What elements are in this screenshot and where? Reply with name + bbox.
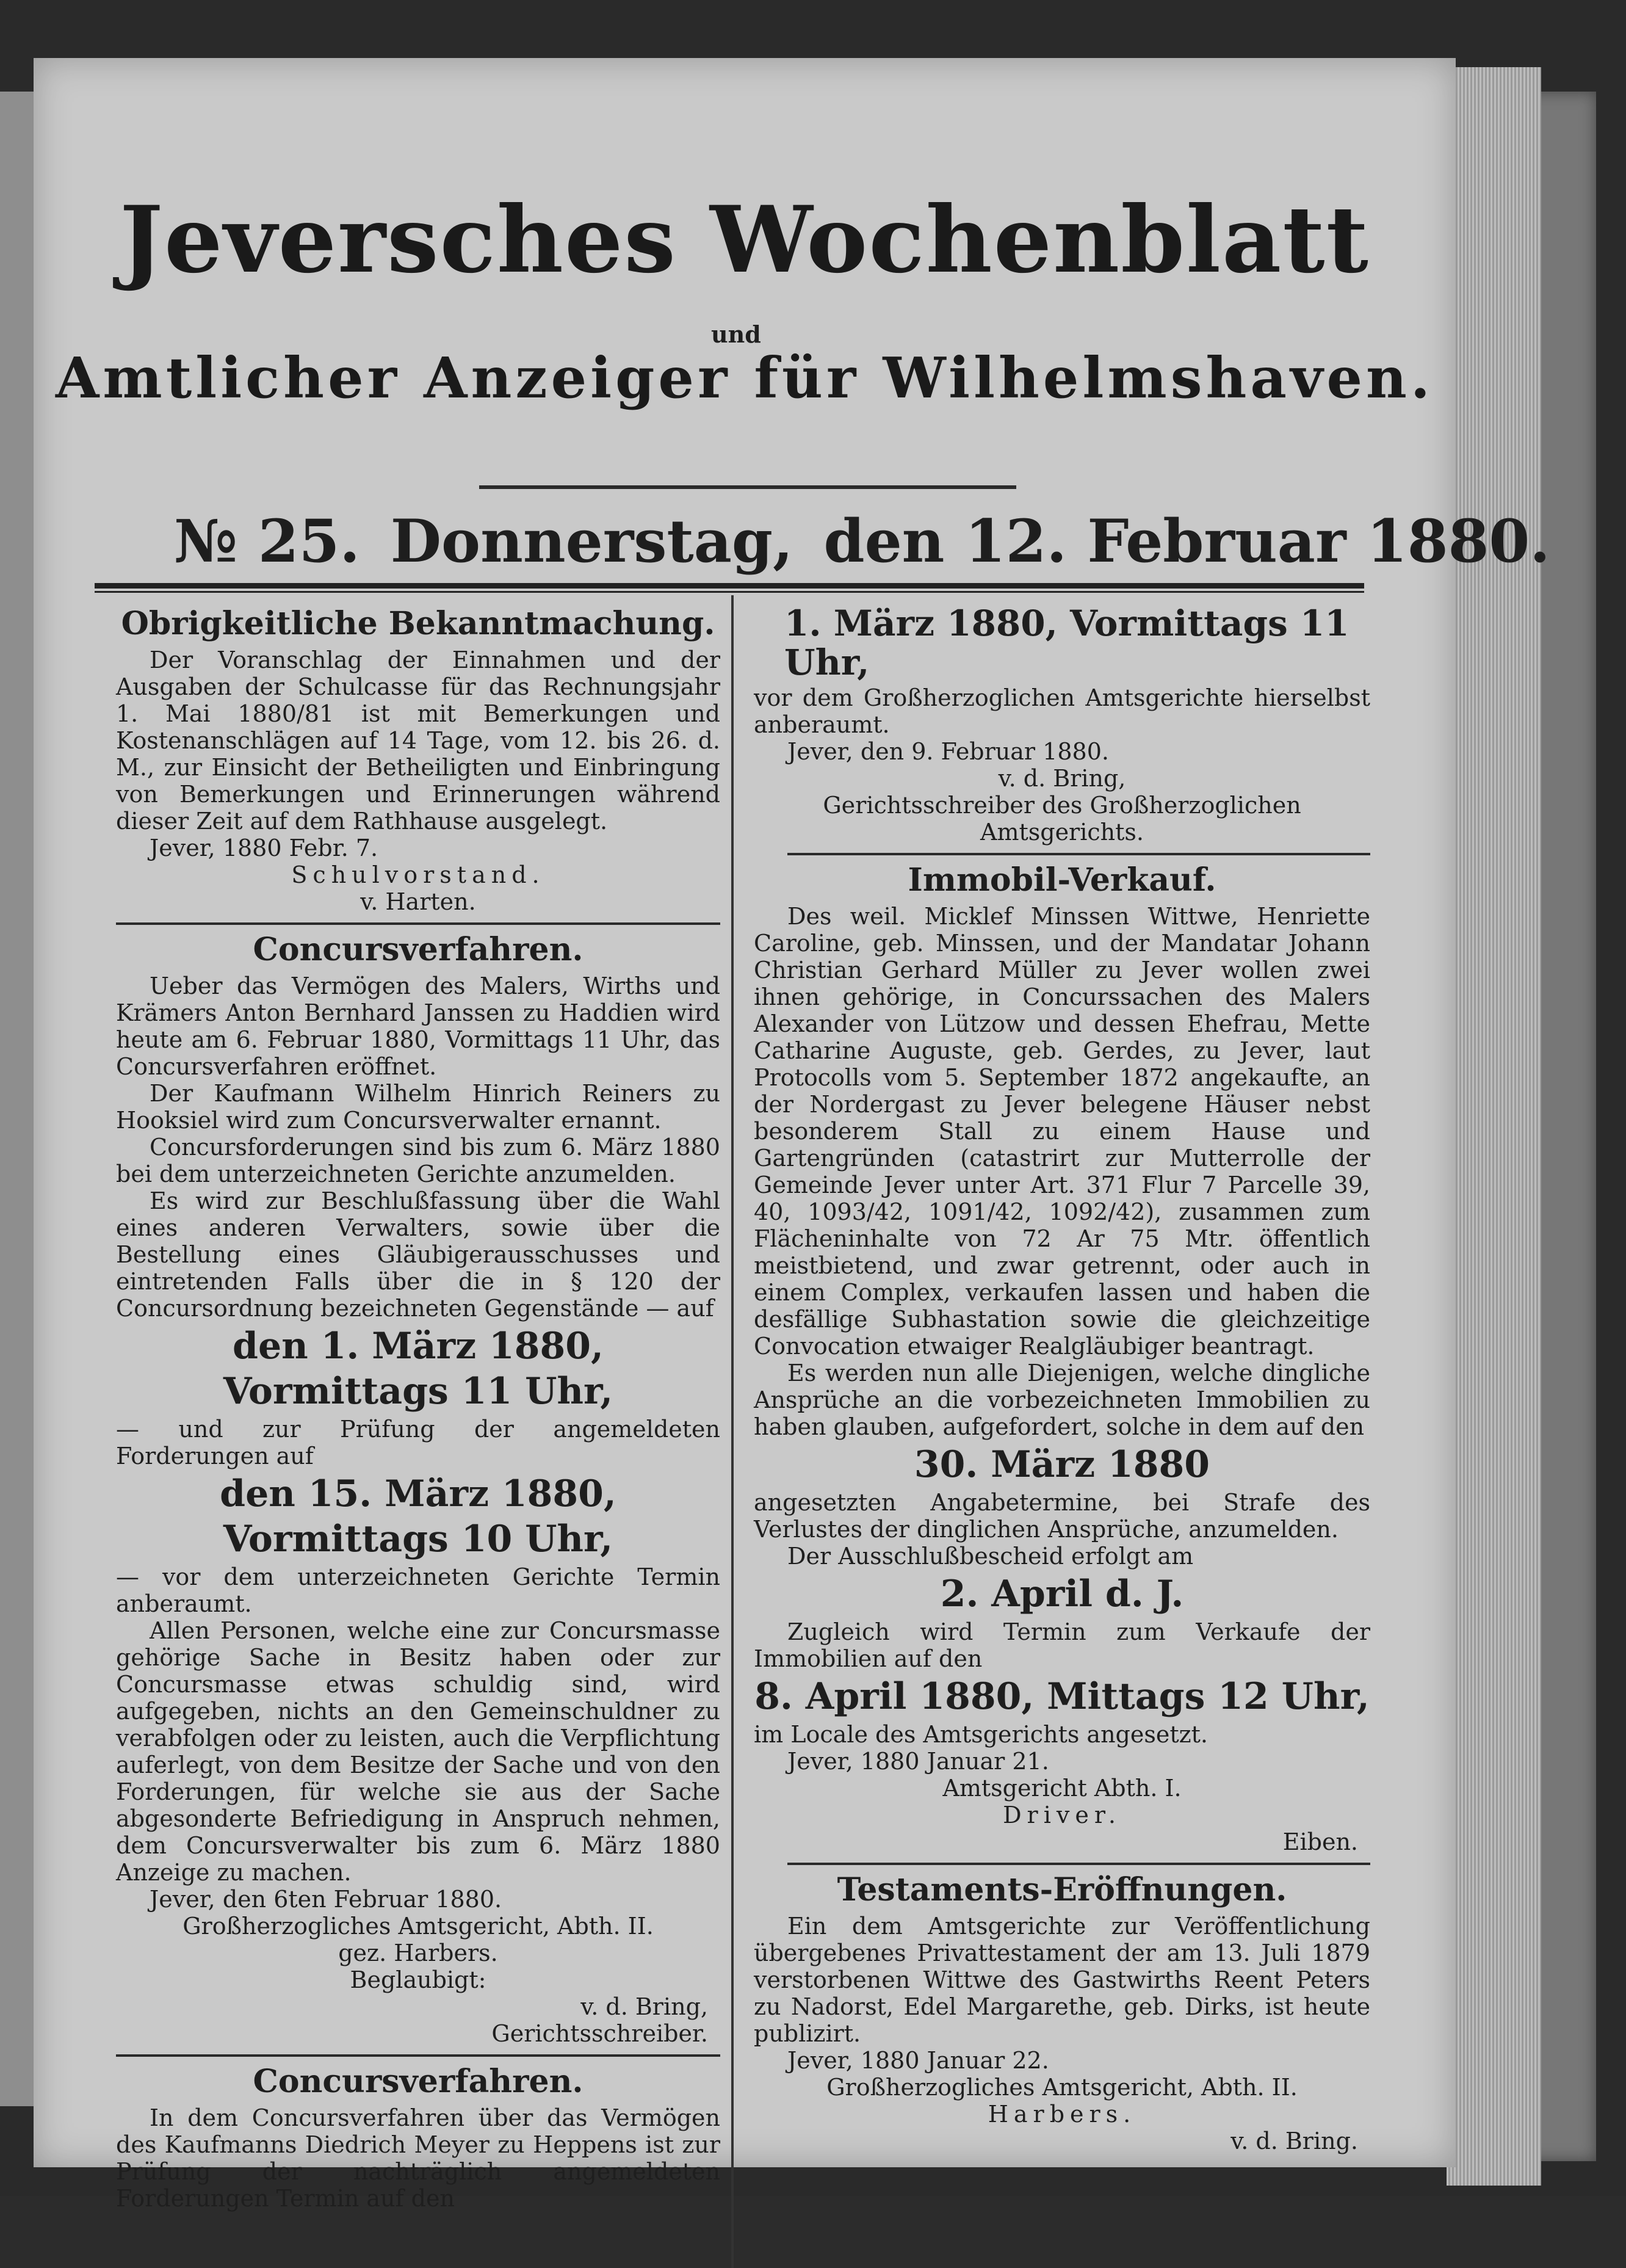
certified-label: Beglaubigt: [350, 1966, 486, 1993]
signed-by: gez. Harbers. [338, 1940, 498, 1966]
issue-number: № 25. [174, 507, 360, 576]
masthead-title: Jeversches Wochenblatt [120, 186, 1370, 294]
notice-text: Des weil. Micklef Minssen Wittwe, Henriette Caroline, geb. Minssen, und der Mandatar Johann Christian Gerhard Müller zu Jever wollen zwei ihnen gehörige, in Concurssachen des Malers Alexander von Lützow und dessen Ehefrau, Mette Catharine Auguste, geb. Gerdes, zu Jever, laut Protocolls vom 5. September 1872 angekaufte, an der Nordergast zu Jever belegene Häuser nebst besonderem Stall zu einem Hause und Gartengründen (catastrirt zur Mutterrolle der Gemeinde Jever unter Art. 371 Flur 7 Parcelle 39, 40, 1093/42, 1091/42, 1092/42), zusammen zum Flächeninhalte von 72 Ar 75 Mtr. öffentlich meistbietend, und zwar getrennt, oder auch in einem Complex, verkaufen lassen und haben die desfällige Subhastation sowie die gleichzeitige Convocation etwaiger Realgläubiger beantragt. [754, 903, 1370, 1360]
clerk-name: Eiben. [1282, 1828, 1358, 1855]
place-date: Jever, den 6ten Februar 1880. [150, 1886, 502, 1913]
issue-date: den 12. Februar 1880. [823, 507, 1550, 576]
column-divider [731, 595, 734, 2268]
notice-text: In dem Concursverfahren über das Vermögen des Kaufmanns Diedrich Meyer zu Heppens ist zur Prüfung der nachträglich angemeldeten Forderungen Termin auf den [116, 2104, 720, 2212]
claim-date: 30. März 1880 [914, 1443, 1210, 1486]
notice-text: im Locale des Amtsgerichts angesetzt. [754, 1721, 1208, 1748]
place-date: Jever, 1880 Januar 21. [787, 1748, 1049, 1775]
clerk-role: Gerichtsschreiber des Großherzoglichen [823, 792, 1301, 819]
notice-text: angesetzten Angabetermine, bei Strafe des Verlustes der dinglichen Ansprüche, anzumelden. [754, 1489, 1370, 1543]
notice-text: Ueber das Vermögen des Malers, Wirths und Krämers Anton Bernhard Janssen zu Haddien wird heute am 6. Februar 1880, Vormittags 11 Uhr, das Concursverfahren eröffnet. [116, 973, 720, 1080]
notice-text: Allen Personen, welche eine zur Concursmasse gehörige Sache in Besitz haben oder zur Concursmasse etwas schuldig sind, wird aufgegeben, nichts an den Gemeinschuldner zu verabfolgen oder zu leisten, auch die Verpflichtung auferlegt, von dem Besitze der Sache und von den Forderungen, für welche sie aus der Sache abgesonderte Befriedigung in Anspruch nehmen, dem Concursverwalter bis zum 6. März 1880 Anzeige zu machen. [116, 1617, 720, 1886]
notice-text: — vor dem unterzeichneten Gerichte Termin anberaumt. [116, 1563, 720, 1617]
decision-date: 2. April d. J. [940, 1573, 1184, 1615]
section-separator [787, 853, 1370, 855]
judge-name: Driver. [1003, 1802, 1121, 1828]
notice-text: Der Kaufmann Wilhelm Hinrich Reiners zu Hooksiel wird zum Concursverwalter ernannt. [116, 1080, 720, 1134]
judge-name: Harbers. [988, 2101, 1136, 2128]
issue-weekday: Donnerstag, [390, 507, 793, 576]
previous-page-edge [0, 92, 35, 2106]
court-name: Großherzogliches Amtsgericht, Abth. II. [182, 1913, 654, 1940]
hearing-date: den 1. März 1880, [233, 1325, 604, 1368]
court-name: Amtsgericht Abth. I. [942, 1775, 1182, 1802]
masthead-conjunction: und [711, 321, 761, 348]
hearing-time: Vormittags 11 Uhr, [223, 1370, 613, 1413]
place-date: Jever, 1880 Januar 22. [787, 2047, 1049, 2074]
section-separator [116, 2054, 720, 2057]
notice-text: Zugleich wird Termin zum Verkaufe der Immobilien auf den [754, 1618, 1370, 1672]
section-separator [787, 1863, 1370, 1865]
notice-text: Es wird zur Beschlußfassung über die Wahl eines anderen Verwalters, sowie über die Bestellung eines Gläubigerausschusses und eintretenden Falls über die in § 120 der Concursordnung bezeichneten Gegenstände — auf [116, 1187, 720, 1322]
issue-rule-thin [95, 591, 1364, 593]
masthead-subtitle: Amtlicher Anzeiger für Wilhelmshaven. [56, 345, 1434, 411]
notice-text: Concursforderungen sind bis zum 6. März 1880 bei dem unterzeichneten Gerichte anzumelden. [116, 1134, 720, 1187]
masthead-rule [479, 485, 1016, 489]
section-separator [116, 922, 720, 925]
notice-text: — und zur Prüfung der angemeldeten Forderungen auf [116, 1416, 720, 1469]
place-date: Jever, 1880 Febr. 7. [150, 835, 378, 861]
hearing-time: Vormittags 10 Uhr, [223, 1518, 613, 1560]
signer-name: v. Harten. [360, 888, 476, 915]
hearing-date: 1. März 1880, Vormittags 11 Uhr, [784, 603, 1350, 683]
page-stack-edge [1447, 67, 1541, 2186]
notice-text: vor dem Großherzoglichen Amtsgerichte hierselbst anberaumt. [754, 684, 1370, 738]
issue-line [174, 507, 1550, 576]
notice-text: Ein dem Amtsgerichte zur Veröffentlichung übergebenes Privattestament der am 13. Juli 1879 verstorbenen Wittwe des Gastwirths Reent Peters zu Nadorst, Edel Margarethe, geb. Dirks, ist heute publizirt. [754, 1913, 1370, 2047]
place-date: Jever, den 9. Februar 1880. [787, 738, 1109, 765]
notice-title: Immobil-Verkauf. [908, 861, 1216, 899]
hearing-date: den 15. März 1880, [220, 1473, 616, 1515]
signer-body: Schulvorstand. [291, 861, 545, 888]
notice-title: Concursverfahren. [253, 2063, 584, 2100]
sale-date: 8. April 1880, Mittags 12 Uhr, [754, 1675, 1370, 1718]
court-name: Großherzogliches Amtsgericht, Abth. II. [826, 2074, 1298, 2101]
notice-text: Es werden nun alle Diejenigen, welche dingliche Ansprüche an die vorbezeichneten Immobilien zu haben glauben, aufgefordert, solche in dem auf den [754, 1360, 1370, 1440]
certifier-name: v. d. Bring, [580, 1993, 708, 2020]
certifier-role: Gerichtsschreiber. [491, 2020, 708, 2047]
clerk-name: v. d. Bring. [1230, 2128, 1358, 2154]
notice-title: Concursverfahren. [253, 931, 584, 968]
notice-text: Der Voranschlag der Einnahmen und der Ausgaben der Schulcasse für das Rechnungsjahr 1. Mai 1880/81 ist mit Bemerkungen und Kostenanschlägen auf 14 Tage, vom 12. bis 26. d. M., zur Einsicht der Betheiligten und Einbringung von Bemerkungen und Erinnerungen während dieser Zeit auf dem Rathhause ausgelegt. [116, 647, 720, 835]
newspaper-page [34, 58, 1550, 2212]
notice-title: Obrigkeitliche Bekanntmachung. [121, 605, 715, 642]
notice-text: Der Ausschlußbescheid erfolgt am [787, 1543, 1194, 1570]
right-column [754, 601, 1370, 2154]
issue-rule [95, 583, 1364, 589]
clerk-name: v. d. Bring, [998, 765, 1126, 792]
notice-title: Testaments-Eröffnungen. [837, 1871, 1287, 1908]
left-column [116, 601, 720, 2212]
clerk-role: Amtsgerichts. [980, 819, 1144, 846]
